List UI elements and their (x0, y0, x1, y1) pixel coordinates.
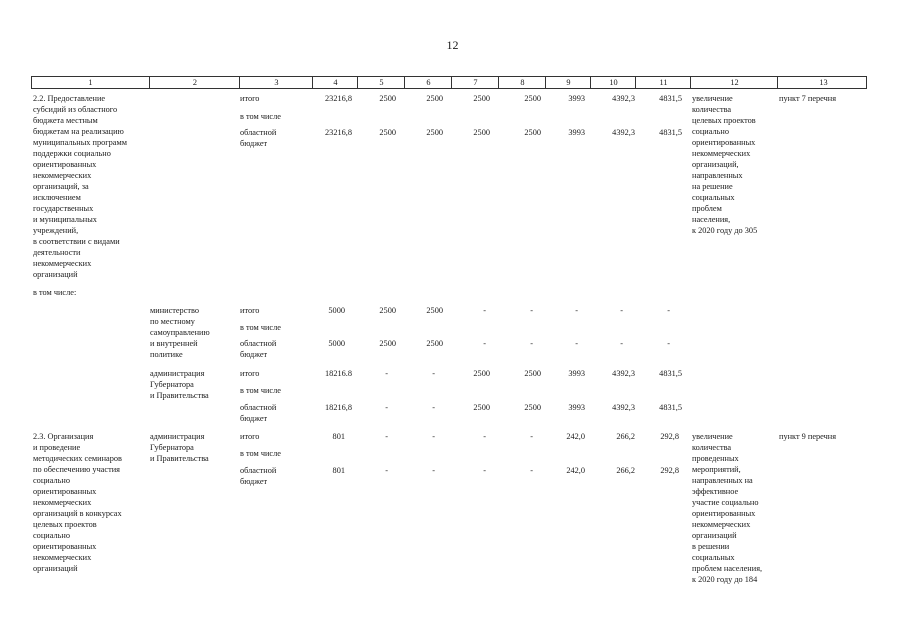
cell-text: организаций, за (33, 182, 89, 191)
cell-text: проведенных (692, 454, 739, 463)
value-cell: 242,0 (566, 432, 585, 441)
value-cell: 18216,8 (325, 403, 352, 412)
cell-text: увеличение (692, 94, 733, 103)
cell-text: поддержки социально (33, 149, 111, 158)
value-cell: 2500 (426, 128, 443, 137)
value-cell: 2500 (473, 94, 490, 103)
cell-text: муниципальных программ (33, 138, 127, 147)
cell-text: направленных на (692, 476, 753, 485)
value-cell: 801 (332, 466, 345, 475)
value-cell: 242,0 (566, 466, 585, 475)
reference-text: пункт 7 перечня (779, 94, 837, 103)
value-cell: 3993 (568, 369, 585, 378)
cell-text: Губернатора (150, 380, 194, 389)
value-cell: 4392,3 (612, 369, 635, 378)
cell-text: целевых проектов (33, 520, 97, 529)
vtom-label: в том числе (240, 323, 281, 332)
cell-text: политике (150, 350, 183, 359)
value-cell: - (620, 306, 623, 315)
itogo-label: итого (240, 432, 260, 441)
cell-text: некоммерческих (33, 259, 92, 268)
header-cell: 8 (498, 77, 546, 88)
cell-text: количества (692, 105, 732, 114)
cell-text: направленных (692, 171, 743, 180)
cell-text: 2.3. Организация (33, 432, 94, 441)
cell-text: ориентированных (692, 138, 756, 147)
value-cell: - (620, 339, 623, 348)
header-cell: 13 (777, 77, 869, 88)
cell-text: и муниципальных (33, 215, 97, 224)
header-cell: 9 (545, 77, 591, 88)
cell-text: и Правительства (150, 454, 209, 463)
ob-label: бюджет (240, 477, 268, 486)
value-cell: - (667, 306, 670, 315)
subheading: в том числе: (33, 288, 77, 297)
value-cell: 5000 (328, 306, 345, 315)
vtom-label: в том числе (240, 449, 281, 458)
cell-text: на решение (692, 182, 733, 191)
cell-text: организаций в конкурсах (33, 509, 122, 518)
value-cell: 2500 (473, 403, 490, 412)
cell-text: некоммерческих (692, 149, 751, 158)
cell-text: ориентированных (33, 542, 97, 551)
cell-text: мероприятий, (692, 465, 741, 474)
cell-text: целевых проектов (692, 116, 756, 125)
value-cell: - (432, 403, 435, 412)
header-cell: 11 (635, 77, 691, 88)
itogo-label: итого (240, 306, 260, 315)
cell-text: эффективное (692, 487, 739, 496)
cell-text: социальных (692, 553, 735, 562)
value-cell: 5000 (328, 339, 345, 348)
header-cell: 5 (357, 77, 405, 88)
cell-text: социально (33, 476, 70, 485)
cell-text: некоммерческих (33, 171, 92, 180)
page-number: 12 (446, 38, 459, 52)
cell-text: самоуправлению (150, 328, 210, 337)
value-cell: - (385, 369, 388, 378)
value-cell: - (432, 369, 435, 378)
value-cell: 292,8 (660, 432, 679, 441)
value-cell: - (575, 339, 578, 348)
cell-text: проблем населения, (692, 564, 763, 573)
value-cell: - (530, 466, 533, 475)
cell-text: деятельности (33, 248, 81, 257)
value-cell: 3993 (568, 94, 585, 103)
value-cell: 266,2 (616, 432, 635, 441)
vtom-label: в том числе (240, 386, 281, 395)
value-cell: 2500 (524, 128, 541, 137)
cell-text: Губернатора (150, 443, 194, 452)
value-cell: 2500 (524, 94, 541, 103)
cell-text: увеличение (692, 432, 733, 441)
cell-text: социально (33, 531, 70, 540)
value-cell: - (530, 306, 533, 315)
cell-text: бюджетам на реализацию (33, 127, 124, 136)
ob-label: бюджет (240, 139, 268, 148)
cell-text: организаций (692, 531, 737, 540)
value-cell: 4831,5 (659, 94, 682, 103)
value-cell: 292,8 (660, 466, 679, 475)
value-cell: - (385, 466, 388, 475)
value-cell: 3993 (568, 403, 585, 412)
cell-text: 2.2. Предоставление (33, 94, 106, 103)
cell-text: в решении (692, 542, 730, 551)
value-cell: 2500 (426, 339, 443, 348)
cell-text: проблем (692, 204, 722, 213)
value-cell: - (530, 432, 533, 441)
cell-text: социальных (692, 193, 735, 202)
value-cell: 801 (332, 432, 345, 441)
value-cell: 4392,3 (612, 128, 635, 137)
cell-text: организаций, (692, 160, 739, 169)
cell-text: по местному (150, 317, 195, 326)
value-cell: 2500 (379, 128, 396, 137)
cell-text: организаций (33, 270, 78, 279)
value-cell: 4392,3 (612, 403, 635, 412)
header-cell: 7 (451, 77, 499, 88)
ob-label: областной (240, 128, 277, 137)
cell-text: и Правительства (150, 391, 209, 400)
cell-text: к 2020 году до 305 (692, 226, 758, 235)
header-cell: 4 (312, 77, 358, 88)
cell-text: и проведение (33, 443, 81, 452)
header-cell: 10 (590, 77, 636, 88)
ob-label: бюджет (240, 350, 268, 359)
cell-text: в соответствии с видами (33, 237, 120, 246)
cell-text: исключением (33, 193, 81, 202)
value-cell: - (385, 403, 388, 412)
ob-label: областной (240, 466, 277, 475)
cell-text: ориентированных (33, 487, 97, 496)
cell-text: ориентированных (33, 160, 97, 169)
value-cell: - (432, 466, 435, 475)
value-cell: 2500 (379, 339, 396, 348)
cell-text: некоммерческих (33, 553, 92, 562)
value-cell: 4831,5 (659, 369, 682, 378)
ob-label: областной (240, 403, 277, 412)
value-cell: - (483, 339, 486, 348)
ob-label: бюджет (240, 414, 268, 423)
cell-text: администрация (150, 369, 205, 378)
value-cell: - (432, 432, 435, 441)
cell-text: ориентированных (692, 509, 756, 518)
cell-text: учреждений, (33, 226, 79, 235)
value-cell: 3993 (568, 128, 585, 137)
value-cell: 4831,5 (659, 128, 682, 137)
itogo-label: итого (240, 94, 260, 103)
value-cell: 2500 (524, 403, 541, 412)
header-cell: 12 (690, 77, 778, 88)
cell-text: участие социально (692, 498, 759, 507)
value-cell: 2500 (379, 94, 396, 103)
value-cell: 266,2 (616, 466, 635, 475)
header-cell: 2 (149, 77, 240, 88)
cell-text: методических семинаров (33, 454, 122, 463)
cell-text: социально (692, 127, 729, 136)
value-cell: 2500 (473, 369, 490, 378)
value-cell: 2500 (379, 306, 396, 315)
vtom-label: в том числе (240, 112, 281, 121)
ob-label: областной (240, 339, 277, 348)
reference-text: пункт 9 перечня (779, 432, 837, 441)
value-cell: 4831,5 (659, 403, 682, 412)
value-cell: 2500 (426, 306, 443, 315)
cell-text: некоммерческих (692, 520, 751, 529)
cell-text: государственных (33, 204, 94, 213)
value-cell: - (530, 339, 533, 348)
value-cell: 4392,3 (612, 94, 635, 103)
cell-text: субсидий из областного (33, 105, 118, 114)
value-cell: 2500 (473, 128, 490, 137)
value-cell: - (667, 339, 670, 348)
value-cell: - (575, 306, 578, 315)
cell-text: организаций (33, 564, 78, 573)
cell-text: администрация (150, 432, 205, 441)
value-cell: 23216,8 (325, 128, 352, 137)
cell-text: и внутренней (150, 339, 198, 348)
table-header-row (31, 76, 867, 89)
value-cell: - (385, 432, 388, 441)
itogo-label: итого (240, 369, 260, 378)
value-cell: 2500 (524, 369, 541, 378)
value-cell: - (483, 432, 486, 441)
cell-text: министерство (150, 306, 200, 315)
header-cell: 1 (88, 78, 93, 87)
cell-text: некоммерческих (33, 498, 92, 507)
value-cell: 18216.8 (325, 369, 352, 378)
cell-text: бюджета местным (33, 116, 98, 125)
value-cell: 23216,8 (325, 94, 352, 103)
cell-text: количества (692, 443, 732, 452)
cell-text: к 2020 году до 184 (692, 575, 758, 584)
cell-text: населения, (692, 215, 731, 224)
cell-text: по обеспечению участия (33, 465, 120, 474)
value-cell: - (483, 466, 486, 475)
header-cell: 3 (239, 77, 313, 88)
header-cell: 6 (404, 77, 452, 88)
value-cell: 2500 (426, 94, 443, 103)
value-cell: - (483, 306, 486, 315)
